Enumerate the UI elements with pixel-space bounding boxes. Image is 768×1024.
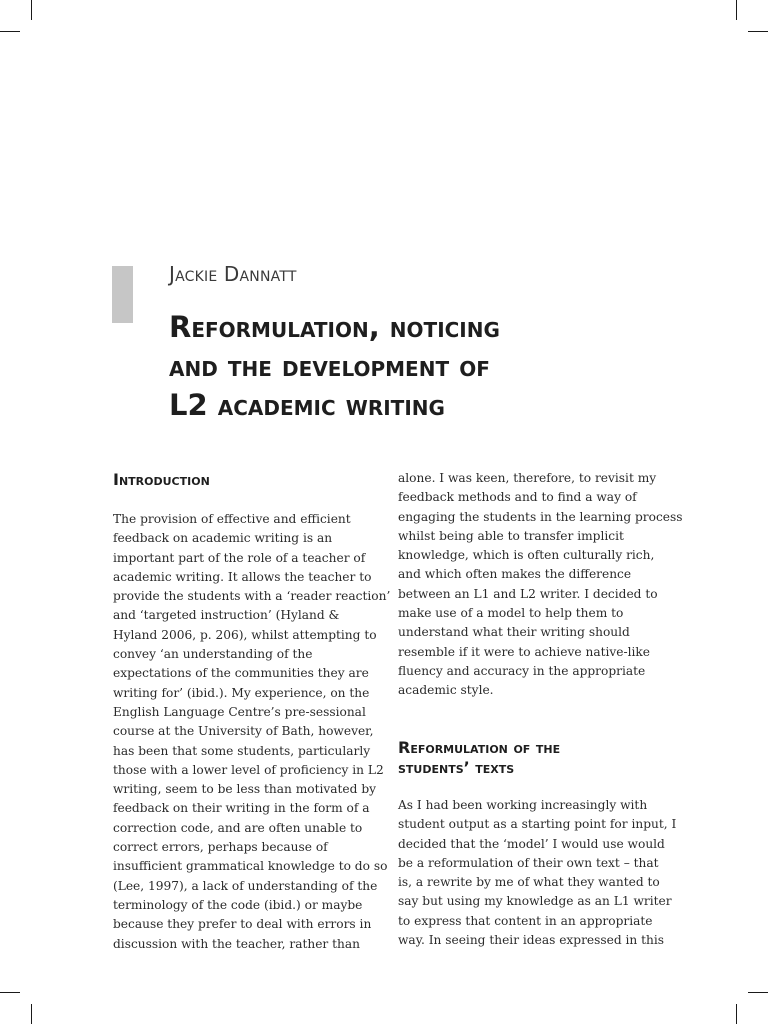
- chapter-marker-bar: [112, 266, 133, 323]
- text-line: say but using my knowledge as an L1 writer: [398, 894, 672, 909]
- text-line: course at the University of Bath, however,: [113, 724, 374, 739]
- section-heading-reformulation: [398, 738, 560, 778]
- text-line: The provision of effective and efficient: [113, 512, 351, 526]
- text-line: provide the students with a ‘reader reaction’: [113, 589, 391, 604]
- text-line: and ‘targeted instruction’ (Hyland &: [113, 608, 340, 623]
- crop-mark: [748, 31, 768, 32]
- text-line: (Lee, 1997), a lack of understanding of the: [113, 878, 378, 893]
- text-line: alone. I was keen, therefore, to revisit my: [398, 471, 657, 485]
- text-line: understand what their writing should: [398, 625, 630, 640]
- crop-mark: [0, 31, 20, 32]
- text-line: those with a lower level of proficiency in L2: [113, 762, 384, 777]
- left-column-text: [113, 510, 391, 954]
- text-line: feedback on academic writing is an: [113, 531, 333, 546]
- text-line: is, a rewrite by me of what they wanted to: [398, 875, 660, 890]
- text-line: academic writing. It allows the teacher to: [113, 569, 372, 584]
- text-line: resemble if it were to achieve native-like: [398, 644, 651, 659]
- text-line: make use of a model to help them to: [398, 606, 624, 621]
- title-line: Reformulation, noticing: [169, 310, 500, 344]
- text-line: to express that content in an appropriate: [398, 913, 653, 928]
- crop-mark: [736, 1004, 737, 1024]
- title-line: and the development of: [169, 349, 490, 383]
- text-line: feedback on their writing in the form of a: [113, 801, 370, 816]
- text-line: As I had been working increasingly with: [398, 798, 648, 812]
- text-line: feedback methods and to find a way of: [398, 490, 637, 505]
- crop-mark: [748, 992, 768, 993]
- text-line: English Language Centre’s pre-sessional: [113, 704, 366, 719]
- text-line: correction code, and are often unable to: [113, 820, 363, 835]
- text-line: and which often makes the difference: [398, 567, 632, 582]
- text-line: Hyland 2006, p. 206), whilst attempting to: [113, 627, 377, 642]
- text-line: discussion with the teacher, rather than: [113, 936, 360, 951]
- text-line: be a reformulation of their own text – that: [398, 855, 659, 870]
- text-line: student output as a starting point for input, I: [398, 817, 677, 832]
- crop-mark: [0, 992, 20, 993]
- text-line: engaging the students in the learning process: [398, 509, 683, 524]
- text-line: writing, seem to be less than motivated by: [113, 782, 377, 797]
- text-line: has been that some students, particularly: [113, 743, 371, 758]
- text-line: academic style.: [398, 683, 494, 698]
- text-line: knowledge, which is often culturally rich,: [398, 548, 655, 563]
- text-line: insufficient grammatical knowledge to do so: [113, 859, 388, 874]
- text-line: between an L1 and L2 writer. I decided to: [398, 586, 658, 601]
- crop-mark: [736, 0, 737, 20]
- crop-mark: [31, 1004, 32, 1024]
- text-line: expectations of the communities they are: [113, 666, 369, 681]
- text-line: important part of the role of a teacher of: [113, 550, 366, 565]
- text-line: writing for’ (ibid.). My experience, on the: [113, 685, 370, 700]
- text-line: terminology of the code (ibid.) or maybe: [113, 897, 363, 912]
- section-heading-introduction: Introduction: [113, 470, 210, 489]
- text-line: whilst being able to transfer implicit: [398, 528, 624, 543]
- title-line: L2 academic writing: [169, 388, 445, 422]
- heading-line: Reformulation of the: [398, 738, 561, 757]
- text-line: decided that the ‘model’ I would use would: [398, 836, 665, 851]
- text-line: correct errors, perhaps because of: [113, 840, 328, 855]
- text-line: because they prefer to deal with errors in: [113, 917, 372, 932]
- text-line: way. In seeing their ideas expressed in this: [398, 933, 665, 948]
- right-column-text-2: [398, 796, 677, 950]
- chapter-title: [169, 308, 649, 425]
- crop-mark: [31, 0, 32, 20]
- author-name: Jackie Dannatt: [169, 262, 297, 286]
- right-column-text: [398, 469, 683, 701]
- heading-line: students’ texts: [398, 758, 515, 777]
- text-line: convey ‘an understanding of the: [113, 647, 313, 662]
- text-line: fluency and accuracy in the appropriate: [398, 663, 646, 678]
